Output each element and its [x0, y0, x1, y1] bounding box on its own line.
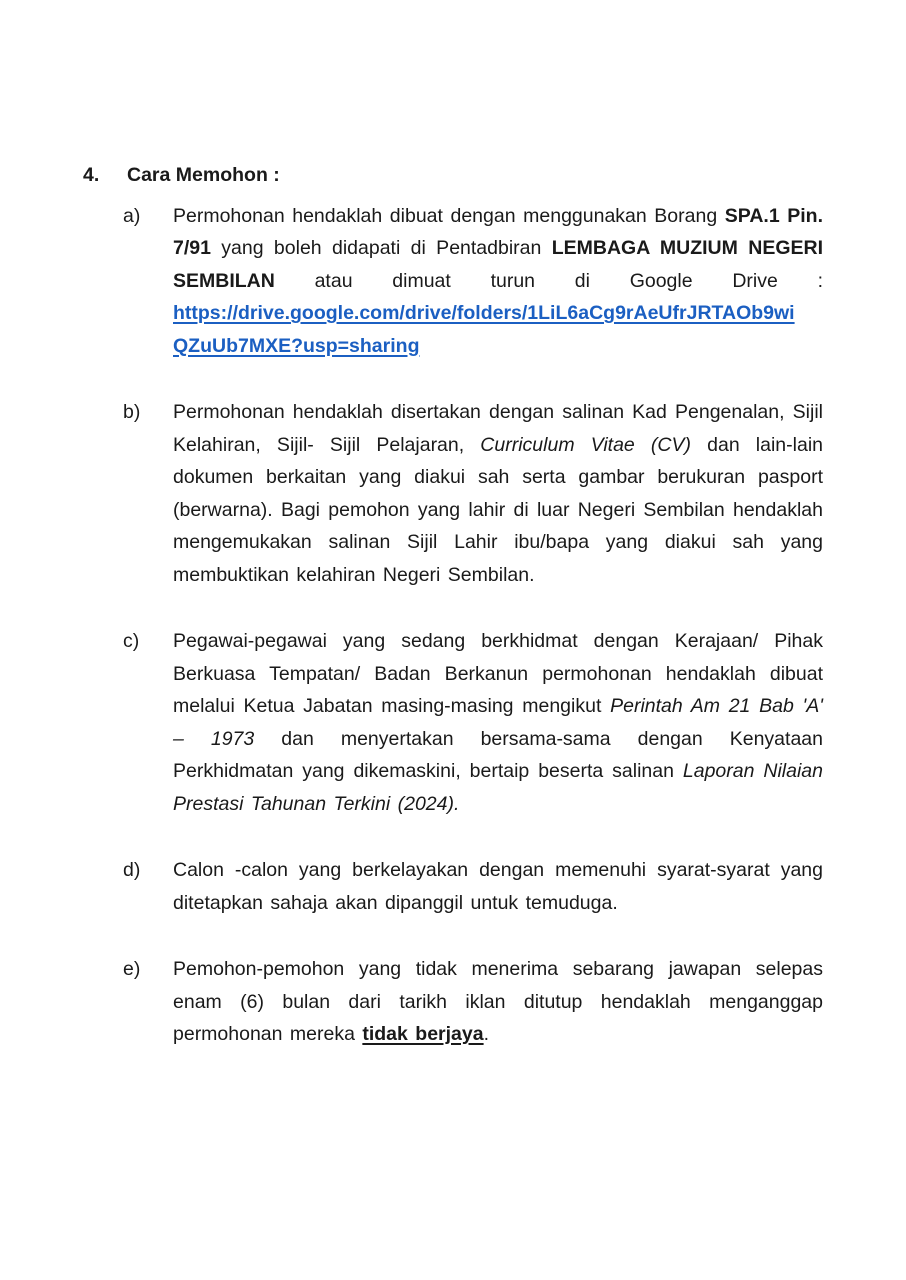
link-text-line-1: https://drive.google.com/drive/folders/1LiL6aCg9rAeUfrJRTAOb9wi [173, 302, 795, 324]
paragraph-b [173, 396, 823, 591]
list-marker-b: b) [123, 401, 141, 423]
paragraph-a [173, 200, 823, 363]
list-marker-d: d) [123, 859, 141, 881]
text-segment: dan menyertakan bersama-sama dengan Kenyataan Perkhidmatan yang dikemaskini, bertaip beserta salinan [173, 727, 823, 782]
list-item-e [123, 953, 906, 1051]
paragraph-c [173, 625, 823, 820]
list-item-b [123, 396, 906, 591]
list-item-a [123, 200, 906, 363]
text-segment: dan lain-lain dokumen berkaitan yang diakui sah serta gambar berukuran pasport (berwarna). Bagi pemohon yang lahir di luar Negeri Sembilan hendaklah mengemukakan salinan Sijil Lahir ibu/bapa yang diakui sah yang membuktikan kelahiran Negeri Sembilan. [173, 433, 823, 586]
text-segment-bold-underline: tidak berjaya [362, 1023, 484, 1045]
text-segment: yang boleh didapati di Pentadbiran [210, 237, 552, 259]
text-segment-italic: Laporan Nilaian Prestasi Tahunan Terkini (2024). [173, 760, 823, 815]
list-item-c [123, 625, 906, 820]
text-segment: Calon -calon yang berkelayakan dengan memenuhi syarat-syarat yang ditetapkan sahaja akan dipanggil untuk temuduga. [173, 859, 823, 914]
text-segment: Pegawai-pegawai yang sedang berkhidmat dengan Kerajaan/ Pihak Berkuasa Tempatan/ Badan Berkanun permohonan hendaklah dibuat melalui Ketua Jabatan masing-masing mengikut [173, 630, 823, 717]
paragraph-e [173, 953, 823, 1051]
text-segment: Permohonan hendaklah dibuat dengan menggunakan Borang [173, 204, 725, 227]
text-segment-italic: Perintah Am 21 Bab 'A' – 1973 [173, 695, 823, 750]
text-segment-bold: LEMBAGA MUZIUM NEGERI SEMBILAN [173, 237, 823, 292]
text-segment-italic: Curriculum Vitae (CV) [480, 433, 691, 456]
google-drive-link[interactable] [173, 302, 795, 357]
link-text-line-2: QZuUb7MXE?usp=sharing [173, 334, 420, 357]
list-item-d [123, 854, 906, 919]
list-marker-c: c) [123, 630, 140, 652]
paragraph-d [173, 854, 823, 919]
text-segment: . [483, 1023, 490, 1045]
section-number: 4. [83, 164, 100, 186]
section-heading [83, 159, 906, 192]
section-title: Cara Memohon : [127, 164, 280, 186]
text-segment: Permohonan hendaklah disertakan dengan salinan Kad Pengenalan, Sijil Kelahiran, Sijil- Sijil Pelajaran, [173, 401, 823, 456]
text-segment-bold: SPA.1 Pin. 7/91 [173, 204, 823, 259]
text-segment: Pemohon-pemohon yang tidak menerima sebarang jawapan selepas enam (6) bulan dari tarikh iklan ditutup hendaklah menganggap permohonan mereka [173, 958, 823, 1045]
list-marker-e: e) [123, 958, 141, 980]
text-segment: atau dimuat turun di Google Drive : [274, 269, 823, 292]
list-marker-a: a) [123, 204, 141, 227]
